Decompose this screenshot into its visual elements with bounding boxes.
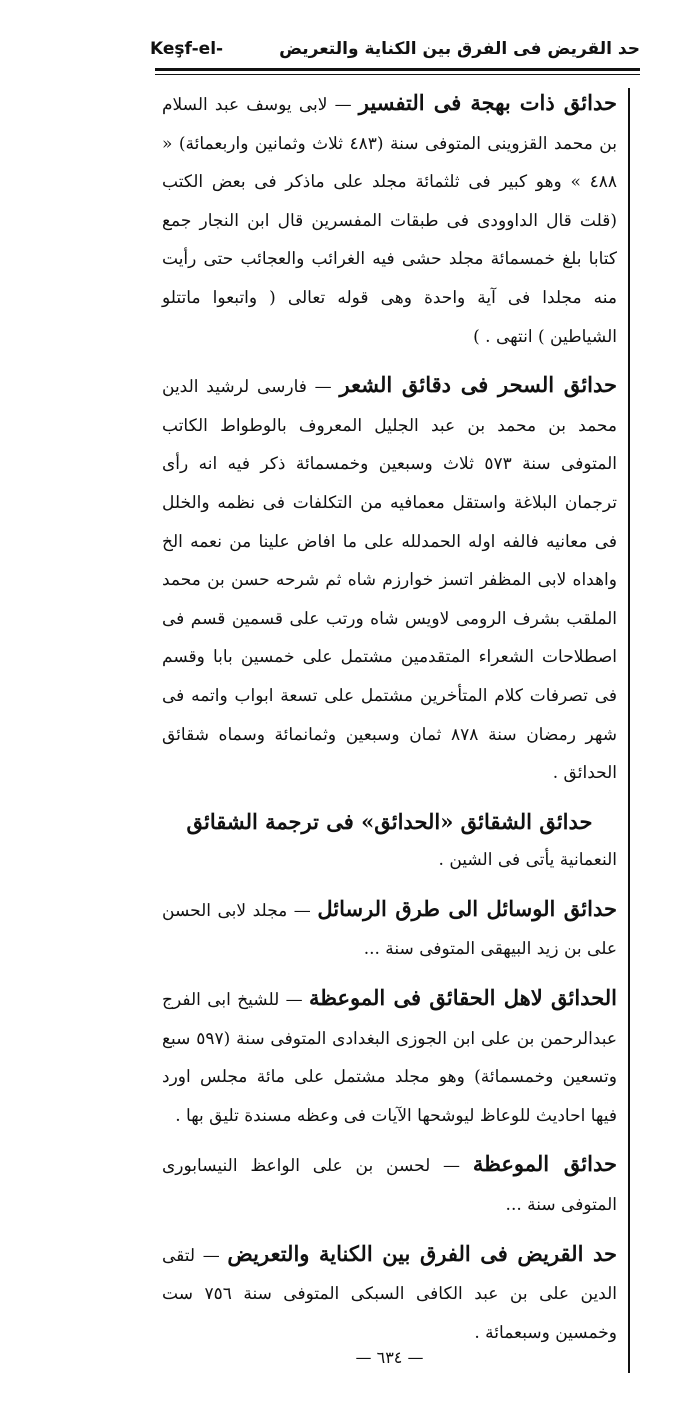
entry-title: حدائق الوسائل الى طرق الرسائل bbox=[317, 895, 617, 921]
entry bbox=[162, 1145, 617, 1224]
entry bbox=[162, 979, 617, 1135]
entry-text: — مجلد لابى الحسن على بن زيد البيهقى المتوفى سنة ... bbox=[162, 900, 617, 960]
entry-text: — لحسن بن على الواعظ النيسابورى المتوفى سنة ... bbox=[162, 1156, 617, 1216]
running-title: حد القريض فى الفرق بين الكناية والتعريض bbox=[279, 39, 640, 59]
entry-title: حد القريض فى الفرق بين الكناية والتعريض bbox=[227, 1240, 617, 1266]
entry-text: النعمانية يأتى فى الشين . bbox=[438, 850, 617, 871]
entry-title: حدائق ذات بهجة فى التفسير bbox=[358, 90, 617, 115]
entry bbox=[162, 890, 617, 969]
header-rule-thick bbox=[155, 68, 640, 71]
entry-text: — لتقى الدين على بن عبد الكافى السبكى المتوفى سنة ٧٥٦ ست وخمسين وسبعمائة . bbox=[162, 1245, 617, 1343]
entry-title: الحدائق لاهل الحقائق فى الموعظة bbox=[309, 985, 617, 1011]
entry-text: — للشيخ ابى الفرج عبدالرحمن بن على ابن الجوزى البغدادى المتوفى سنة (٥٩٧ سبع وتسعين وخمسمائة) وهو مجلد مشتمل على مائة مجلس اورد فيها احاديث للوعاظ ليوشحها الآيات فى وعظه مسندة تليق بها . bbox=[162, 990, 617, 1126]
column-rule bbox=[628, 88, 630, 1373]
header-rule-thin bbox=[155, 74, 640, 75]
entry bbox=[162, 366, 617, 793]
entries-column bbox=[162, 84, 617, 1362]
entry bbox=[162, 84, 617, 356]
page-header bbox=[150, 32, 640, 66]
entry bbox=[162, 803, 617, 880]
entry-text: — لابى يوسف عبد السلام بن محمد القزوينى المتوفى سنة (٤٨٣ ثلاث وثمانين واربعمائة) « ٤٨٨ » وهو كبير فى ثلثمائة مجلد على ماذكر فى بعض الكتب (قلت قال الداوودى فى طبقات المفسرين قال ابن النجار جمع كتابا بلغ خمسمائة مجلد حشى فيه الغرائب والعجائب حتى رأيت منه مجلدا فى آية واحدة وهى قوله تعالى ( واتبعوا ماتتلو الشياطين ) انتهى . ) bbox=[162, 95, 617, 347]
entry bbox=[162, 1235, 617, 1353]
entry-text: — فارسى لرشيد الدين محمد بن محمد بن عبد الجليل المعروف بالوطواط الكاتب المتوفى سنة ٥٧٣ ثلاث وسبعين وخمسمائة ذكر فيه انه رأى ترجمان البلاغة واستقل معمافيه من التكلفات فى نظمه والخلل فى معانيه فالفه اوله الحمدلله على ما افاض علينا من نعمه الخ واهداه لابى المظفر اتسز خوارزم شاه ثم شرحه حسن بن محمد الملقب بشرف الرومى لاويس شاه ورتب على قسمين قسم فى اصطلاحات الشعراء المتقدمين مشتمل على خمسين بابا وقسم فى تصرفات كلام المتأخرين مشتمل على تسعة ابواب واتمه فى شهر رمضان سنة ٨٧٨ ثمان وسبعين وثمانمائة وسماه شقائق الحدائق . bbox=[162, 377, 617, 784]
entry-title: حدائق الموعظة bbox=[472, 1151, 617, 1177]
entry-title: حدائق السحر فى دقائق الشعر bbox=[339, 372, 618, 398]
page-number: — ٦٣٤ — bbox=[355, 1348, 424, 1367]
folio-label: Keşf-el- bbox=[150, 39, 224, 59]
entry-title: حدائق الشقائق «الحدائق» فى ترجمة الشقائق bbox=[186, 808, 593, 834]
